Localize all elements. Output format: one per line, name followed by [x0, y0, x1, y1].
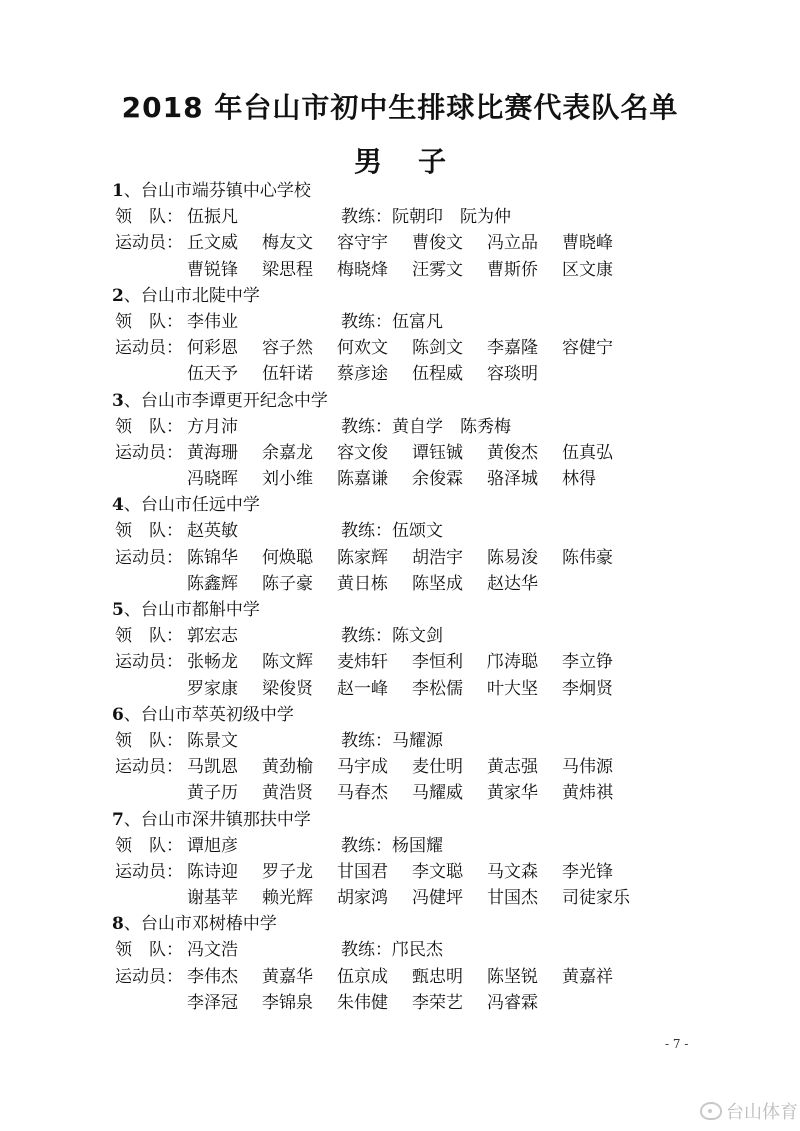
player-name: 冯立品 — [487, 233, 538, 254]
player-name: 陈鑫辉 — [187, 573, 238, 594]
player-name: 林得 — [562, 469, 596, 490]
school-name: 台山市都斛中学 — [140, 600, 260, 620]
school-block — [112, 388, 752, 493]
school-number-separator: 、 — [123, 704, 141, 725]
document-title: 2018 年台山市初中生排球比赛代表队名单 — [121, 91, 679, 124]
player-name: 李恒利 — [412, 652, 463, 673]
school-number-separator: 、 — [123, 809, 141, 830]
coach-names: 黄自学 陈秀梅 — [392, 416, 511, 437]
school-number: 5 — [112, 600, 124, 620]
school-block — [112, 911, 752, 1016]
player-name: 谢基苹 — [187, 888, 238, 909]
leader-label: 领 队： — [115, 521, 183, 542]
player-name: 黄嘉祥 — [562, 966, 613, 987]
player-name: 陈易浚 — [487, 547, 538, 568]
player-name: 蔡彦途 — [337, 364, 388, 385]
leader-label: 领 队： — [115, 311, 183, 332]
coach-group — [341, 518, 443, 544]
player-name: 伍京成 — [337, 966, 388, 987]
players-line — [112, 545, 752, 571]
school-name-line — [112, 388, 752, 414]
player-name: 李文聪 — [412, 861, 463, 882]
watermark-text: 台山体育 — [726, 1102, 798, 1123]
player-name: 曹锐锋 — [187, 259, 238, 280]
player-name: 汪雾文 — [412, 259, 463, 280]
school-number: 8 — [112, 914, 124, 935]
player-name: 马宇成 — [337, 757, 388, 778]
player-name: 李嘉隆 — [487, 338, 538, 359]
leader-name: 方月沛 — [187, 416, 238, 437]
coach-group — [341, 833, 443, 859]
players-line — [112, 754, 752, 780]
coach-names: 陈文剑 — [392, 626, 443, 647]
coach-label: 教练： — [341, 521, 392, 542]
player-name: 容文俊 — [337, 442, 388, 463]
player-name: 梁俊贤 — [262, 678, 313, 699]
team-roster-list — [112, 178, 752, 1016]
player-name: 容守宇 — [337, 233, 388, 254]
school-block — [112, 492, 752, 597]
leader-name: 谭旭彦 — [187, 835, 238, 856]
school-block — [112, 178, 752, 283]
coach-group — [341, 414, 511, 440]
school-name-line — [112, 283, 752, 309]
players-line — [112, 361, 752, 387]
player-name: 黄子历 — [187, 783, 238, 804]
player-name: 陈嘉谦 — [337, 469, 388, 490]
coach-label: 教练： — [341, 835, 392, 856]
coach-label: 教练： — [341, 730, 392, 751]
leader-name: 陈景文 — [187, 730, 238, 751]
player-name: 刘小维 — [262, 469, 313, 490]
player-name: 冯晓晖 — [187, 469, 238, 490]
school-number: 6 — [112, 704, 124, 725]
school-name: 台山市李谭更开纪念中学 — [140, 390, 328, 411]
player-name: 曹晓峰 — [562, 233, 613, 254]
player-name: 罗家康 — [187, 678, 238, 699]
player-name: 黄志强 — [487, 757, 538, 778]
school-number-separator: 、 — [123, 495, 141, 516]
player-name: 陈坚成 — [412, 573, 463, 594]
player-name: 李炯贤 — [562, 678, 613, 699]
players-label: 运动员： — [115, 338, 183, 359]
school-name-line — [112, 807, 752, 833]
player-name: 邝涛聪 — [487, 652, 538, 673]
school-name: 台山市北陡中学 — [140, 285, 260, 306]
leader-label: 领 队： — [115, 626, 183, 647]
player-name: 马凯恩 — [187, 757, 238, 778]
leader-name: 李伟业 — [187, 311, 238, 332]
player-name: 黄劲榆 — [262, 757, 313, 778]
school-block — [112, 283, 752, 388]
coach-label: 教练： — [341, 626, 392, 647]
school-number: 4 — [112, 495, 124, 516]
player-name: 陈诗迎 — [187, 861, 238, 882]
player-name: 甄忠明 — [412, 966, 463, 987]
player-name: 陈家辉 — [337, 547, 388, 568]
player-name: 马文森 — [487, 861, 538, 882]
player-name: 甘国杰 — [487, 888, 538, 909]
section-heading-char: 子 — [418, 145, 447, 178]
coach-label: 教练： — [341, 416, 392, 437]
player-name: 马耀威 — [412, 783, 463, 804]
players-label: 运动员： — [115, 442, 183, 463]
leader-name: 冯文浩 — [187, 940, 238, 961]
leader-name: 伍振凡 — [187, 207, 238, 228]
leader-label: 领 队： — [115, 940, 183, 961]
leader-coach-line — [112, 623, 752, 649]
leader-name: 赵英敏 — [187, 521, 238, 542]
player-name: 冯睿霖 — [487, 992, 538, 1013]
player-name: 李光锋 — [562, 861, 613, 882]
school-number-separator: 、 — [123, 390, 141, 411]
coach-names: 伍富凡 — [392, 311, 443, 332]
coach-group — [341, 204, 511, 230]
player-name: 伍程威 — [412, 364, 463, 385]
coach-group — [341, 309, 443, 335]
player-name: 赖光辉 — [262, 888, 313, 909]
player-name: 区文康 — [562, 259, 613, 280]
player-name: 何焕聪 — [262, 547, 313, 568]
school-name: 台山市萃英初级中学 — [140, 704, 294, 725]
leader-coach-line — [112, 518, 752, 544]
page-number: - 7 - — [665, 1037, 689, 1051]
players-line — [112, 649, 752, 675]
player-name: 陈坚锐 — [487, 966, 538, 987]
player-name: 李荣艺 — [412, 992, 463, 1013]
leader-coach-line — [112, 204, 752, 230]
player-name: 冯健坪 — [412, 888, 463, 909]
weibo-watermark — [700, 1098, 798, 1124]
coach-names: 伍颂文 — [392, 521, 443, 542]
player-name: 司徒家乐 — [562, 888, 630, 909]
player-name: 伍轩诺 — [262, 364, 313, 385]
leader-coach-line — [112, 414, 752, 440]
player-name: 黄炜祺 — [562, 783, 613, 804]
players-label: 运动员： — [115, 861, 183, 882]
school-name: 台山市端芬镇中心学校 — [140, 181, 311, 201]
players-line — [112, 257, 752, 283]
school-number: 3 — [112, 390, 124, 411]
player-name: 胡家鸿 — [337, 888, 388, 909]
school-number-separator: 、 — [123, 914, 141, 935]
player-name: 丘文威 — [187, 233, 238, 254]
school-number-separator: 、 — [123, 285, 141, 306]
school-name: 台山市任远中学 — [140, 495, 260, 516]
players-line — [112, 676, 752, 702]
players-line — [112, 990, 752, 1016]
players-line — [112, 335, 752, 361]
player-name: 黄海珊 — [187, 442, 238, 463]
coach-label: 教练： — [341, 311, 392, 332]
school-name: 台山市邓树椿中学 — [140, 914, 277, 935]
player-name: 叶大坚 — [487, 678, 538, 699]
player-name: 罗子龙 — [262, 861, 313, 882]
player-name: 李泽冠 — [187, 992, 238, 1013]
coach-group — [341, 623, 443, 649]
leader-label: 领 队： — [115, 730, 183, 751]
player-name: 甘国君 — [337, 861, 388, 882]
player-name: 骆泽城 — [487, 469, 538, 490]
player-name: 曹斯侨 — [487, 259, 538, 280]
coach-label: 教练： — [341, 940, 392, 961]
players-label: 运动员： — [115, 233, 183, 254]
player-name: 梁思程 — [262, 259, 313, 280]
player-name: 何彩恩 — [187, 338, 238, 359]
player-name: 麦炜轩 — [337, 652, 388, 673]
school-block — [112, 702, 752, 807]
player-name: 梅友文 — [262, 233, 313, 254]
players-label: 运动员： — [115, 547, 183, 568]
school-block — [112, 807, 752, 912]
school-number: 7 — [112, 809, 124, 830]
players-line — [112, 885, 752, 911]
school-name-line — [112, 702, 752, 728]
school-block — [112, 597, 752, 702]
player-name: 容子然 — [262, 338, 313, 359]
school-number-separator: 、 — [123, 181, 141, 201]
player-name: 李立铮 — [562, 652, 613, 673]
player-name: 张畅龙 — [187, 652, 238, 673]
player-name: 赵一峰 — [337, 678, 388, 699]
school-name-line — [112, 597, 752, 623]
player-name: 谭钰铖 — [412, 442, 463, 463]
school-number-separator: 、 — [123, 600, 141, 620]
coach-label: 教练： — [341, 207, 392, 228]
player-name: 黄家华 — [487, 783, 538, 804]
player-name: 何欢文 — [337, 338, 388, 359]
coach-group — [341, 937, 443, 963]
player-name: 陈文辉 — [262, 652, 313, 673]
coach-names: 阮朝印 阮为仲 — [392, 207, 511, 228]
school-name-line — [112, 492, 752, 518]
players-label: 运动员： — [115, 757, 183, 778]
leader-coach-line — [112, 309, 752, 335]
player-name: 赵达华 — [487, 573, 538, 594]
player-name: 余俊霖 — [412, 469, 463, 490]
school-name: 台山市深井镇那扶中学 — [140, 809, 311, 830]
player-name: 马春杰 — [337, 783, 388, 804]
player-name: 黄俊杰 — [487, 442, 538, 463]
player-name: 容健宁 — [562, 338, 613, 359]
player-name: 伍天予 — [187, 364, 238, 385]
weibo-icon — [700, 1102, 722, 1120]
player-name: 伍真弘 — [562, 442, 613, 463]
leader-label: 领 队： — [115, 416, 183, 437]
players-line — [112, 859, 752, 885]
coach-names: 马耀源 — [392, 730, 443, 751]
coach-group — [341, 728, 443, 754]
player-name: 余嘉龙 — [262, 442, 313, 463]
school-name-line — [112, 911, 752, 937]
player-name: 陈锦华 — [187, 547, 238, 568]
players-line — [112, 440, 752, 466]
school-number: 1 — [112, 181, 124, 201]
players-label: 运动员： — [115, 966, 183, 987]
player-name: 黄浩贤 — [262, 783, 313, 804]
player-name: 李伟杰 — [187, 966, 238, 987]
players-line — [112, 466, 752, 492]
player-name: 陈伟豪 — [562, 547, 613, 568]
leader-coach-line — [112, 728, 752, 754]
leader-coach-line — [112, 937, 752, 963]
player-name: 陈剑文 — [412, 338, 463, 359]
section-heading-male — [0, 140, 800, 180]
section-heading-char: 男 — [353, 145, 382, 178]
player-name: 黄日栋 — [337, 573, 388, 594]
players-line — [112, 230, 752, 256]
leader-label: 领 队： — [115, 207, 183, 228]
players-line — [112, 571, 752, 597]
coach-names: 邝民杰 — [392, 940, 443, 961]
player-name: 李锦泉 — [262, 992, 313, 1013]
leader-coach-line — [112, 833, 752, 859]
player-name: 黄嘉华 — [262, 966, 313, 987]
player-name: 容琰明 — [487, 364, 538, 385]
players-line — [112, 964, 752, 990]
player-name: 陈子豪 — [262, 573, 313, 594]
player-name: 梅晓烽 — [337, 259, 388, 280]
school-name-line — [112, 178, 752, 204]
player-name: 朱伟健 — [337, 992, 388, 1013]
leader-label: 领 队： — [115, 835, 183, 856]
player-name: 麦仕明 — [412, 757, 463, 778]
player-name: 李松儒 — [412, 678, 463, 699]
coach-names: 杨国耀 — [392, 835, 443, 856]
players-line — [112, 780, 752, 806]
player-name: 马伟源 — [562, 757, 613, 778]
player-name: 胡浩宇 — [412, 547, 463, 568]
school-number: 2 — [112, 285, 124, 306]
leader-name: 郭宏志 — [187, 626, 238, 647]
players-label: 运动员： — [115, 652, 183, 673]
player-name: 曹俊文 — [412, 233, 463, 254]
